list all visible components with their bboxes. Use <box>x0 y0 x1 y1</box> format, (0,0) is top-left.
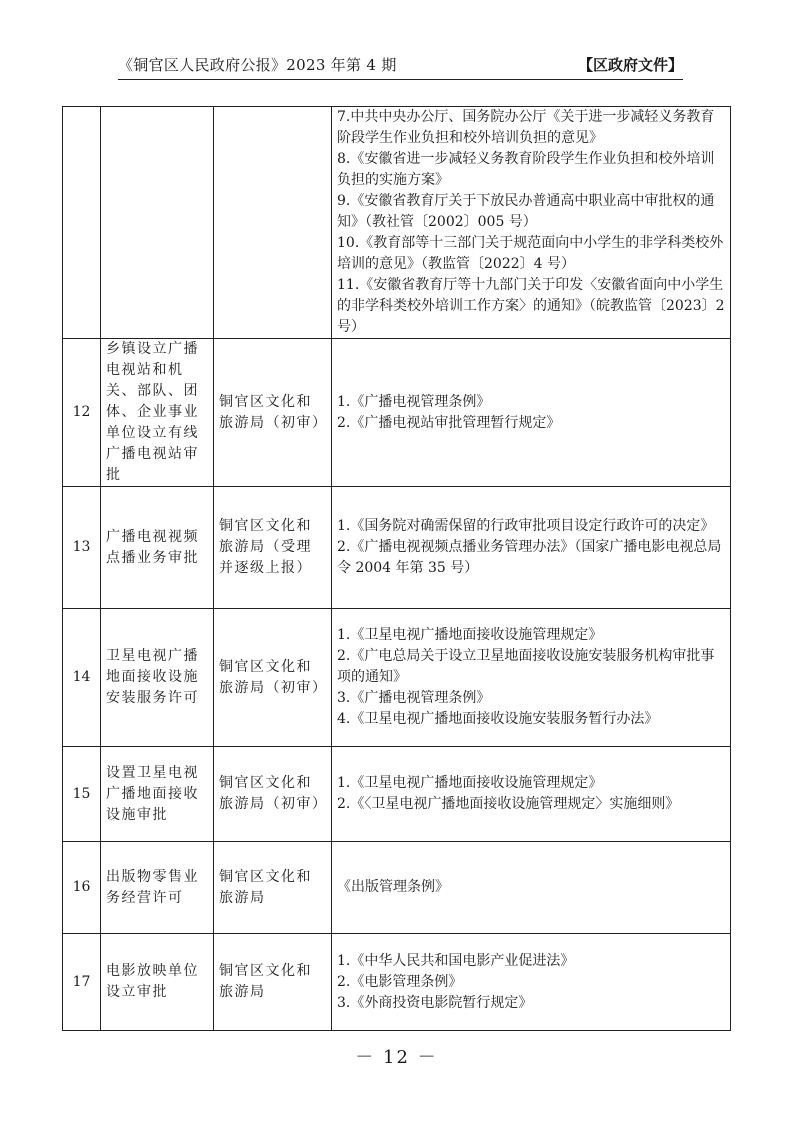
section-label: 【区政府文件】 <box>577 56 683 74</box>
approval-items-table <box>62 106 731 1031</box>
department: 铜官区文化和旅游局（初审） <box>214 747 332 842</box>
basis-line: 3.《外商投资电影院暂行规定》 <box>337 994 533 1011</box>
table-row <box>63 609 731 747</box>
row-number: 17 <box>63 934 101 1031</box>
basis-line: 7.中共中央办公厅、国务院办公厅《关于进一步减轻义务教育阶段学生作业负担和校外培训负担的意见》 <box>337 109 715 146</box>
basis-line: 9.《安徽省教育厅关于下放民办普通高中职业高中审批权的通知》（教社管〔2002〕005 号） <box>337 193 715 230</box>
page-number: － 12 － <box>355 1047 438 1068</box>
basis-line: 1.《广播电视管理条例》 <box>337 393 491 410</box>
page-header <box>118 53 683 79</box>
table-row <box>63 747 731 842</box>
row-number: 13 <box>63 487 101 609</box>
item-name <box>101 107 214 339</box>
table-row <box>63 339 731 487</box>
item-name: 广播电视视频点播业务审批 <box>101 487 214 609</box>
item-name: 电影放映单位设立审批 <box>101 934 214 1031</box>
item-name: 出版物零售业务经营许可 <box>101 842 214 934</box>
item-name: 卫星电视广播地面接收设施安装服务许可 <box>101 609 214 747</box>
basis-line: 10.《教育部等十三部门关于规范面向中小学生的非学科类校外培训的意见》（教监管〔2022〕4 号） <box>337 235 724 272</box>
basis-line: 2.《〈卫星电视广播地面接收设施管理规定〉实施细则》 <box>337 796 680 812</box>
legal-basis <box>332 934 731 1031</box>
department: 铜官区文化和旅游局 <box>214 934 332 1031</box>
department: 铜官区文化和旅游局（初审） <box>214 609 332 747</box>
table-row <box>63 842 731 934</box>
basis-line: 1.《卫星电视广播地面接收设施管理规定》 <box>337 627 603 643</box>
department: 铜官区文化和旅游局（初审） <box>214 339 332 487</box>
row-number: 12 <box>63 339 101 487</box>
table-row <box>63 107 731 339</box>
legal-basis <box>332 747 731 842</box>
legal-basis <box>332 487 731 609</box>
row-number: 14 <box>63 609 101 747</box>
department <box>214 107 332 339</box>
row-number <box>63 107 101 339</box>
legal-basis <box>332 609 731 747</box>
basis-line: 3.《广播电视管理条例》 <box>337 690 491 706</box>
header-rule <box>118 79 683 80</box>
legal-basis <box>332 842 731 934</box>
basis-line: 8.《安徽省进一步减轻义务教育阶段学生作业负担和校外培训负担的实施方案》 <box>337 151 715 188</box>
row-number: 15 <box>63 747 101 842</box>
table-row <box>63 487 731 609</box>
basis-line: 1.《卫星电视广播地面接收设施管理规定》 <box>337 775 603 791</box>
bulletin-title: 《铜官区人民政府公报》2023 年第 4 期 <box>118 56 397 74</box>
legal-basis <box>332 107 731 339</box>
legal-basis <box>332 339 731 487</box>
basis-line: 2.《广电总局关于设立卫星地面接收设施安装服务机构审批事项的通知》 <box>337 648 715 685</box>
basis-line: 2.《广播电视视频点播业务管理办法》（国家广播电影电视总局令 2004 年第 35 号） <box>337 539 722 576</box>
table-row <box>63 934 731 1031</box>
department: 铜官区文化和旅游局 <box>214 842 332 934</box>
basis-line: 2.《电影管理条例》 <box>337 973 463 990</box>
basis-line: 2.《广播电视站审批管理暂行规定》 <box>337 414 561 431</box>
basis-line: 11.《安徽省教育厅等十九部门关于印发〈安徽省面向中小学生的非学科类校外培训工作方案〉的通知》（皖教监管〔2023〕2 号） <box>337 277 725 335</box>
basis-line: 《出版管理条例》 <box>337 879 449 895</box>
department: 铜官区文化和旅游局（受理并逐级上报） <box>214 487 332 609</box>
row-number: 16 <box>63 842 101 934</box>
basis-line: 1.《国务院对确需保留的行政审批项目设定行政许可的决定》 <box>337 518 715 534</box>
item-name: 设置卫星电视广播地面接收设施审批 <box>101 747 214 842</box>
basis-line: 4.《卫星电视广播地面接收设施安装服务暂行办法》 <box>337 711 659 727</box>
basis-line: 1.《中华人民共和国电影产业促进法》 <box>337 952 575 969</box>
item-name: 乡镇设立广播电视站和机关、部队、团体、企业事业单位设立有线广播电视站审批 <box>101 339 214 487</box>
